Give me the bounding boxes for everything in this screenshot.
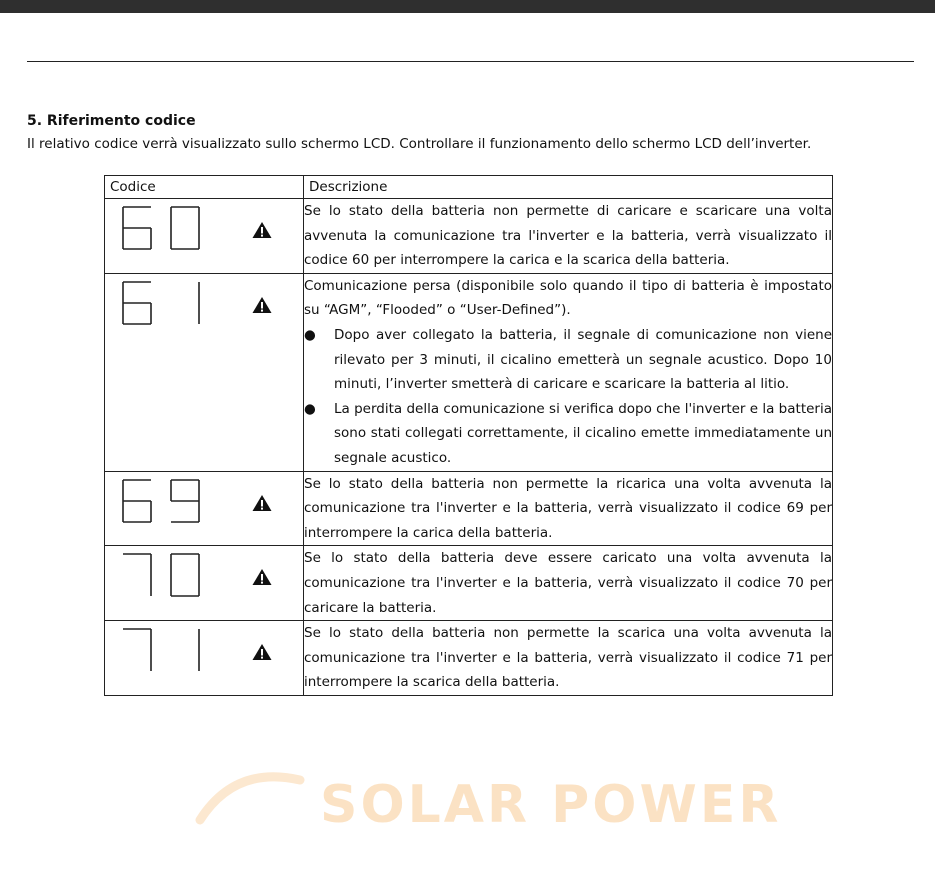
description-text: Se lo stato della batteria non permette la scarica una volta avvenuta la comunicazione tra l'inverter e la batteria, verrà visualizzato il codice 71 per interrompere la scarica della batteria. [304,625,832,691]
table-row [105,621,833,696]
watermark: SOLAR POWER [320,775,782,835]
lcd-digit [123,282,151,324]
table-row [105,273,833,471]
section-title: 5. Riferimento codice [27,113,196,129]
description-cell [304,546,833,621]
warning-icon [252,221,272,239]
bullet-list [304,323,832,471]
description-text: Se lo stato della batteria non permette di caricare e scaricare una volta avvenuta la comunicazione tra l'inverter e la batteria, verrà visualizzato il codice 60 per interrompere la carica e la scarica della batteria. [304,203,832,269]
bullet-text: Dopo aver collegato la batteria, il segnale di comunicazione non viene rilevato per 3 minuti, il cicalino emetterà un segnale acustico. Dopo 10 minuti, l’inverter smetterà di caricare e scaricare la batteria al litio. [334,326,832,393]
lcd-digit [171,554,199,596]
warning-icon [252,296,272,314]
warning-icon [252,494,272,512]
code-cell [105,471,304,546]
bullet-text: La perdita della comunicazione si verifica dopo che l'inverter e la batteria sono stati collegati correttamente, il cicalino emette immediatamente un segnale acustico. [334,400,832,466]
lcd-digit [171,207,199,249]
code-cell [105,273,304,471]
table-header-row [105,176,833,199]
lcd-code-display [121,551,221,601]
section-intro: Il relativo codice verrà visualizzato sullo schermo LCD. Controllare il funzionamento dello schermo LCD dell’inverter. [27,136,812,152]
table-row [105,199,833,274]
lcd-code-display [121,626,221,676]
table-row [105,546,833,621]
top-bar [0,0,935,13]
bullet-item [304,323,832,397]
bullet-item [304,397,832,471]
description-cell [304,621,833,696]
bullet-dot-icon: ● [304,326,316,343]
description-text: Comunicazione persa (disponibile solo quando il tipo di batteria è impostato su “AGM”, “Flooded” o “User-Defined”). [304,277,832,319]
code-cell [105,621,304,696]
warning-icon [252,643,272,661]
lcd-digit [123,480,151,522]
lcd-digit [123,629,151,671]
lcd-code-display [121,279,221,329]
code-reference-table [104,175,833,696]
code-cell [105,199,304,274]
lcd-code-display [121,204,221,254]
bullet-dot-icon: ● [304,400,316,417]
description-text: Se lo stato della batteria non permette la ricarica una volta avvenuta la comunicazione tra l'inverter e la batteria, verrà visualizzato il codice 69 per interrompere la carica della batteria. [304,475,832,541]
lcd-code-display [121,477,221,527]
lcd-digit [123,207,151,249]
lcd-digit [123,554,151,596]
description-cell [304,471,833,546]
code-cell [105,546,304,621]
lcd-digit [171,480,199,522]
table-row [105,471,833,546]
header-code: Codice [105,176,304,199]
description-cell [304,199,833,274]
description-cell [304,273,833,471]
description-text: Se lo stato della batteria deve essere caricato una volta avvenuta la comunicazione tra l'inverter e la batteria, verrà visualizzato il codice 70 per caricare la batteria. [304,550,832,616]
watermark-logo-icon [195,760,305,830]
header-description: Descrizione [304,176,833,199]
header-rule [27,61,914,62]
warning-icon [252,568,272,586]
